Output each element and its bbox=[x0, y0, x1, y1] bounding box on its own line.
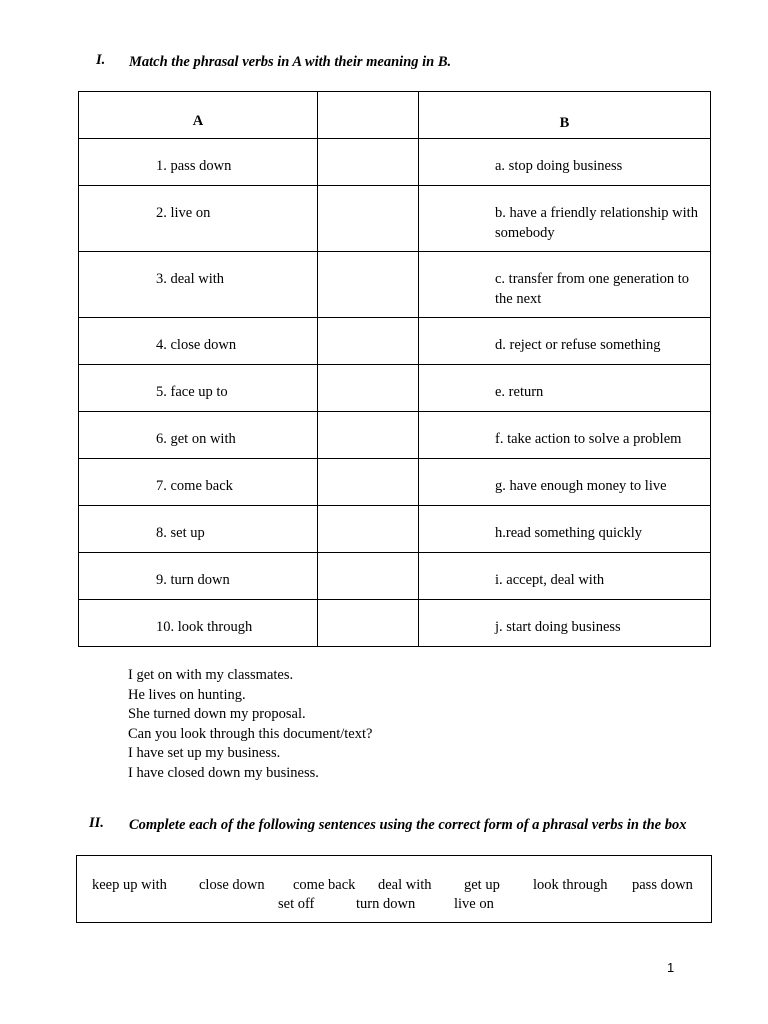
meaning-cell: b. have a friendly relationship with somebody bbox=[419, 186, 711, 252]
phrasal-verb-cell: 2. live on bbox=[79, 186, 318, 252]
word-item: deal with bbox=[378, 877, 432, 893]
example-sentence: She turned down my proposal. bbox=[128, 706, 306, 722]
answer-cell[interactable] bbox=[318, 412, 419, 459]
meaning-cell: h.read something quickly bbox=[419, 506, 711, 553]
phrasal-verb-cell: 7. come back bbox=[79, 459, 318, 506]
table-row bbox=[79, 459, 711, 506]
table-row bbox=[79, 139, 711, 186]
answer-cell[interactable] bbox=[318, 365, 419, 412]
word-item: look through bbox=[533, 877, 608, 893]
column-a-header: A bbox=[79, 92, 318, 139]
answer-cell[interactable] bbox=[318, 600, 419, 647]
meaning-cell: c. transfer from one generation to the next bbox=[419, 252, 711, 318]
answer-cell[interactable] bbox=[318, 186, 419, 252]
answer-column-header bbox=[318, 92, 419, 139]
table-row bbox=[79, 186, 711, 252]
word-item: keep up with bbox=[92, 877, 167, 893]
word-item: get up bbox=[464, 877, 500, 893]
meaning-cell: j. start doing business bbox=[419, 600, 711, 647]
word-box bbox=[76, 855, 712, 923]
answer-cell[interactable] bbox=[318, 506, 419, 553]
example-sentence: I have closed down my business. bbox=[128, 764, 319, 781]
meaning-cell: a. stop doing business bbox=[419, 139, 711, 186]
word-item: live on bbox=[454, 896, 494, 912]
example-sentence: He lives on hunting. bbox=[128, 686, 246, 703]
phrasal-verb-cell: 4. close down bbox=[79, 318, 318, 365]
table-row bbox=[79, 318, 711, 365]
meaning-cell: i. accept, deal with bbox=[419, 553, 711, 600]
page-number: 1 bbox=[667, 960, 675, 975]
meaning-cell: g. have enough money to live bbox=[419, 459, 711, 506]
phrasal-verb-cell: 9. turn down bbox=[79, 553, 318, 600]
table-row bbox=[79, 412, 711, 459]
example-sentences bbox=[128, 666, 372, 783]
example-sentence: I get on with my classmates. bbox=[128, 667, 294, 683]
answer-cell[interactable] bbox=[318, 553, 419, 600]
matching-table bbox=[78, 91, 711, 647]
section-1-number: I. bbox=[96, 52, 106, 68]
column-b-header: B bbox=[419, 92, 711, 139]
phrasal-verb-cell: 1. pass down bbox=[79, 139, 318, 186]
word-item: come back bbox=[293, 877, 356, 893]
phrasal-verb-cell: 8. set up bbox=[79, 506, 318, 553]
word-item: set off bbox=[278, 896, 315, 912]
meaning-cell: f. take action to solve a problem bbox=[419, 412, 711, 459]
example-sentence: I have set up my business. bbox=[128, 745, 281, 761]
table-row bbox=[79, 600, 711, 647]
section-2-instruction: Complete each of the following sentences using the correct form of a phrasal verbs in the box bbox=[129, 817, 687, 833]
table-row bbox=[79, 553, 711, 600]
section-2-number: II. bbox=[89, 815, 104, 831]
phrasal-verb-cell: 10. look through bbox=[79, 600, 318, 647]
example-sentence: Can you look through this document/text? bbox=[128, 725, 373, 742]
word-item: turn down bbox=[356, 896, 416, 912]
table-row bbox=[79, 506, 711, 553]
table-row bbox=[79, 365, 711, 412]
word-item: close down bbox=[199, 877, 265, 893]
answer-cell[interactable] bbox=[318, 139, 419, 186]
word-item: pass down bbox=[632, 877, 693, 893]
answer-cell[interactable] bbox=[318, 459, 419, 506]
answer-cell[interactable] bbox=[318, 252, 419, 318]
phrasal-verb-cell: 6. get on with bbox=[79, 412, 318, 459]
table-row bbox=[79, 252, 711, 318]
phrasal-verb-cell: 3. deal with bbox=[79, 252, 318, 318]
answer-cell[interactable] bbox=[318, 318, 419, 365]
section-1-instruction: Match the phrasal verbs in A with their meaning in B. bbox=[129, 54, 452, 70]
phrasal-verb-cell: 5. face up to bbox=[79, 365, 318, 412]
meaning-cell: d. reject or refuse something bbox=[419, 318, 711, 365]
table-header-row bbox=[79, 92, 711, 139]
meaning-cell: e. return bbox=[419, 365, 711, 412]
